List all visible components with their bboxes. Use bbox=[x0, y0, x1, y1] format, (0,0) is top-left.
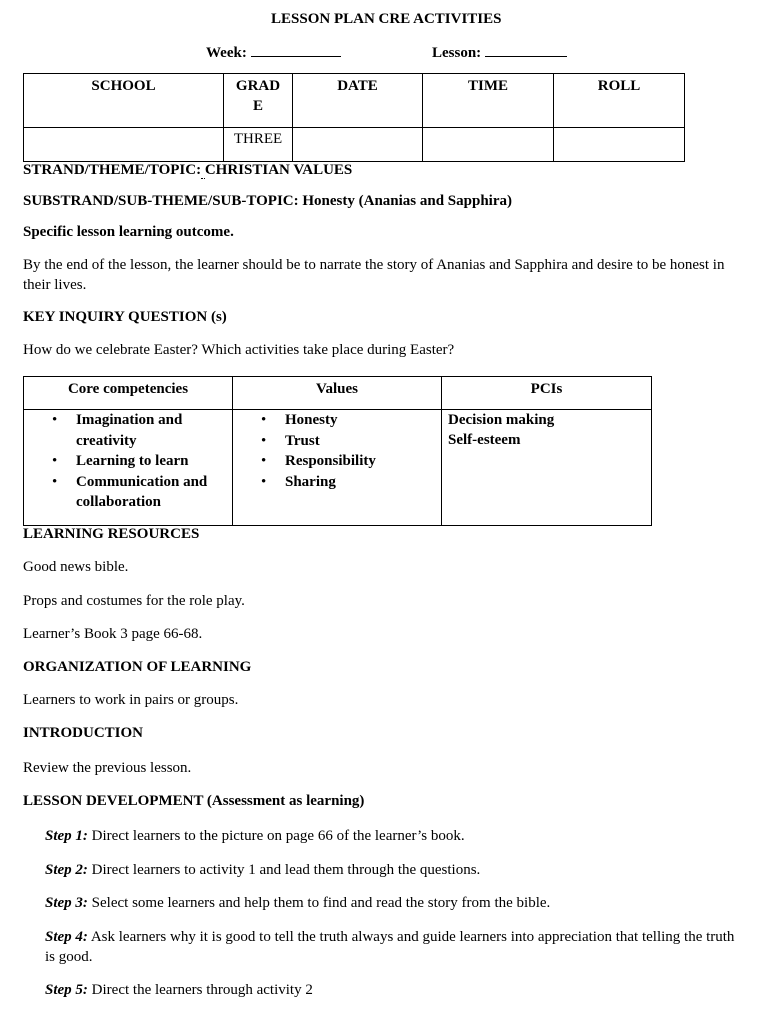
values-header: Values bbox=[233, 377, 442, 410]
step-4 bbox=[45, 927, 745, 967]
pcis-cell bbox=[442, 410, 652, 526]
pci-item: Self-esteem bbox=[448, 432, 521, 448]
step-text: Direct learners to the picture on page 66 of the learner’s book. bbox=[87, 828, 465, 844]
lesson-info-table bbox=[23, 73, 685, 162]
core-competencies-cell bbox=[24, 410, 233, 526]
step-text: Direct the learners through activity 2 bbox=[87, 982, 313, 998]
introduction-text: Review the previous lesson. bbox=[23, 760, 192, 776]
time-cell bbox=[423, 128, 554, 162]
value-item: • Trust bbox=[233, 431, 441, 452]
competency-table bbox=[23, 376, 652, 526]
grade-header bbox=[224, 74, 293, 128]
strand-label: STRAND/THEME/TOPIC: bbox=[23, 162, 202, 178]
school-header: SCHOOL bbox=[24, 74, 224, 128]
week-field bbox=[206, 43, 341, 62]
outcome-heading: Specific lesson learning outcome. bbox=[23, 224, 234, 240]
substrand-line: SUBSTRAND/SUB-THEME/SUB-TOPIC: Honesty (Ananias and Sapphira) bbox=[23, 193, 513, 209]
page-title: LESSON PLAN CRE ACTIVITIES bbox=[271, 11, 502, 27]
inquiry-heading: KEY INQUIRY QUESTION (s) bbox=[23, 309, 227, 325]
step-text: Ask learners why it is good to tell the truth always and guide learners into appreciation that telling the truth is good. bbox=[45, 929, 735, 965]
core-competencies-header: Core competencies bbox=[24, 377, 233, 410]
value-item: • Sharing bbox=[233, 472, 441, 493]
value-item: • Honesty bbox=[233, 410, 441, 431]
pcis-header: PCIs bbox=[442, 377, 652, 410]
step-text: Select some learners and help them to find and read the story from the bible. bbox=[87, 895, 551, 911]
time-header: TIME bbox=[423, 74, 554, 128]
step-label: Step 1: bbox=[45, 828, 88, 844]
school-cell bbox=[24, 128, 224, 162]
step-5 bbox=[45, 980, 745, 1000]
development-heading: LESSON DEVELOPMENT (Assessment as learning) bbox=[23, 793, 365, 809]
step-1 bbox=[45, 826, 745, 846]
inquiry-text: How do we celebrate Easter? Which activities take place during Easter? bbox=[23, 342, 455, 358]
step-label: Step 2: bbox=[45, 862, 88, 878]
roll-cell bbox=[554, 128, 685, 162]
grade-header-line1: GRAD bbox=[235, 78, 281, 94]
step-2 bbox=[45, 860, 745, 880]
resource-item: Good news bible. bbox=[23, 559, 129, 575]
values-cell bbox=[233, 410, 442, 526]
competency-item: • Imagination and creativity bbox=[24, 410, 232, 451]
step-label: Step 4: bbox=[45, 929, 88, 945]
competency-item: • Learning to learn bbox=[24, 451, 232, 472]
resources-heading: LEARNING RESOURCES bbox=[23, 526, 200, 542]
grade-cell: THREE bbox=[224, 128, 293, 162]
lesson-blank bbox=[485, 43, 567, 57]
roll-header: ROLL bbox=[554, 74, 685, 128]
lesson-field bbox=[432, 43, 567, 62]
week-label: Week: bbox=[206, 45, 247, 61]
strand-line bbox=[23, 162, 352, 179]
step-3 bbox=[45, 893, 745, 913]
grade-header-line2: E bbox=[252, 98, 263, 114]
resource-item: Learner’s Book 3 page 66-68. bbox=[23, 626, 203, 642]
introduction-heading: INTRODUCTION bbox=[23, 725, 144, 741]
competency-item: • Communication and collaboration bbox=[24, 472, 232, 513]
outcome-text: By the end of the lesson, the learner should be to narrate the story of Ananias and Sapphira and desire to be honest in their lives. bbox=[23, 257, 725, 293]
organization-heading: ORGANIZATION OF LEARNING bbox=[23, 659, 252, 675]
value-item: • Responsibility bbox=[233, 451, 441, 472]
organization-text: Learners to work in pairs or groups. bbox=[23, 692, 239, 708]
step-text: Direct learners to activity 1 and lead them through the questions. bbox=[87, 862, 481, 878]
pci-item: Decision making bbox=[448, 412, 555, 428]
lesson-label: Lesson: bbox=[432, 45, 482, 61]
strand-value: CHRISTIAN VALUES bbox=[204, 162, 353, 178]
resource-item: Props and costumes for the role play. bbox=[23, 593, 245, 609]
date-header: DATE bbox=[293, 74, 423, 128]
step-label: Step 3: bbox=[45, 895, 88, 911]
week-blank bbox=[251, 43, 341, 57]
step-label: Step 5: bbox=[45, 982, 88, 998]
date-cell bbox=[293, 128, 423, 162]
